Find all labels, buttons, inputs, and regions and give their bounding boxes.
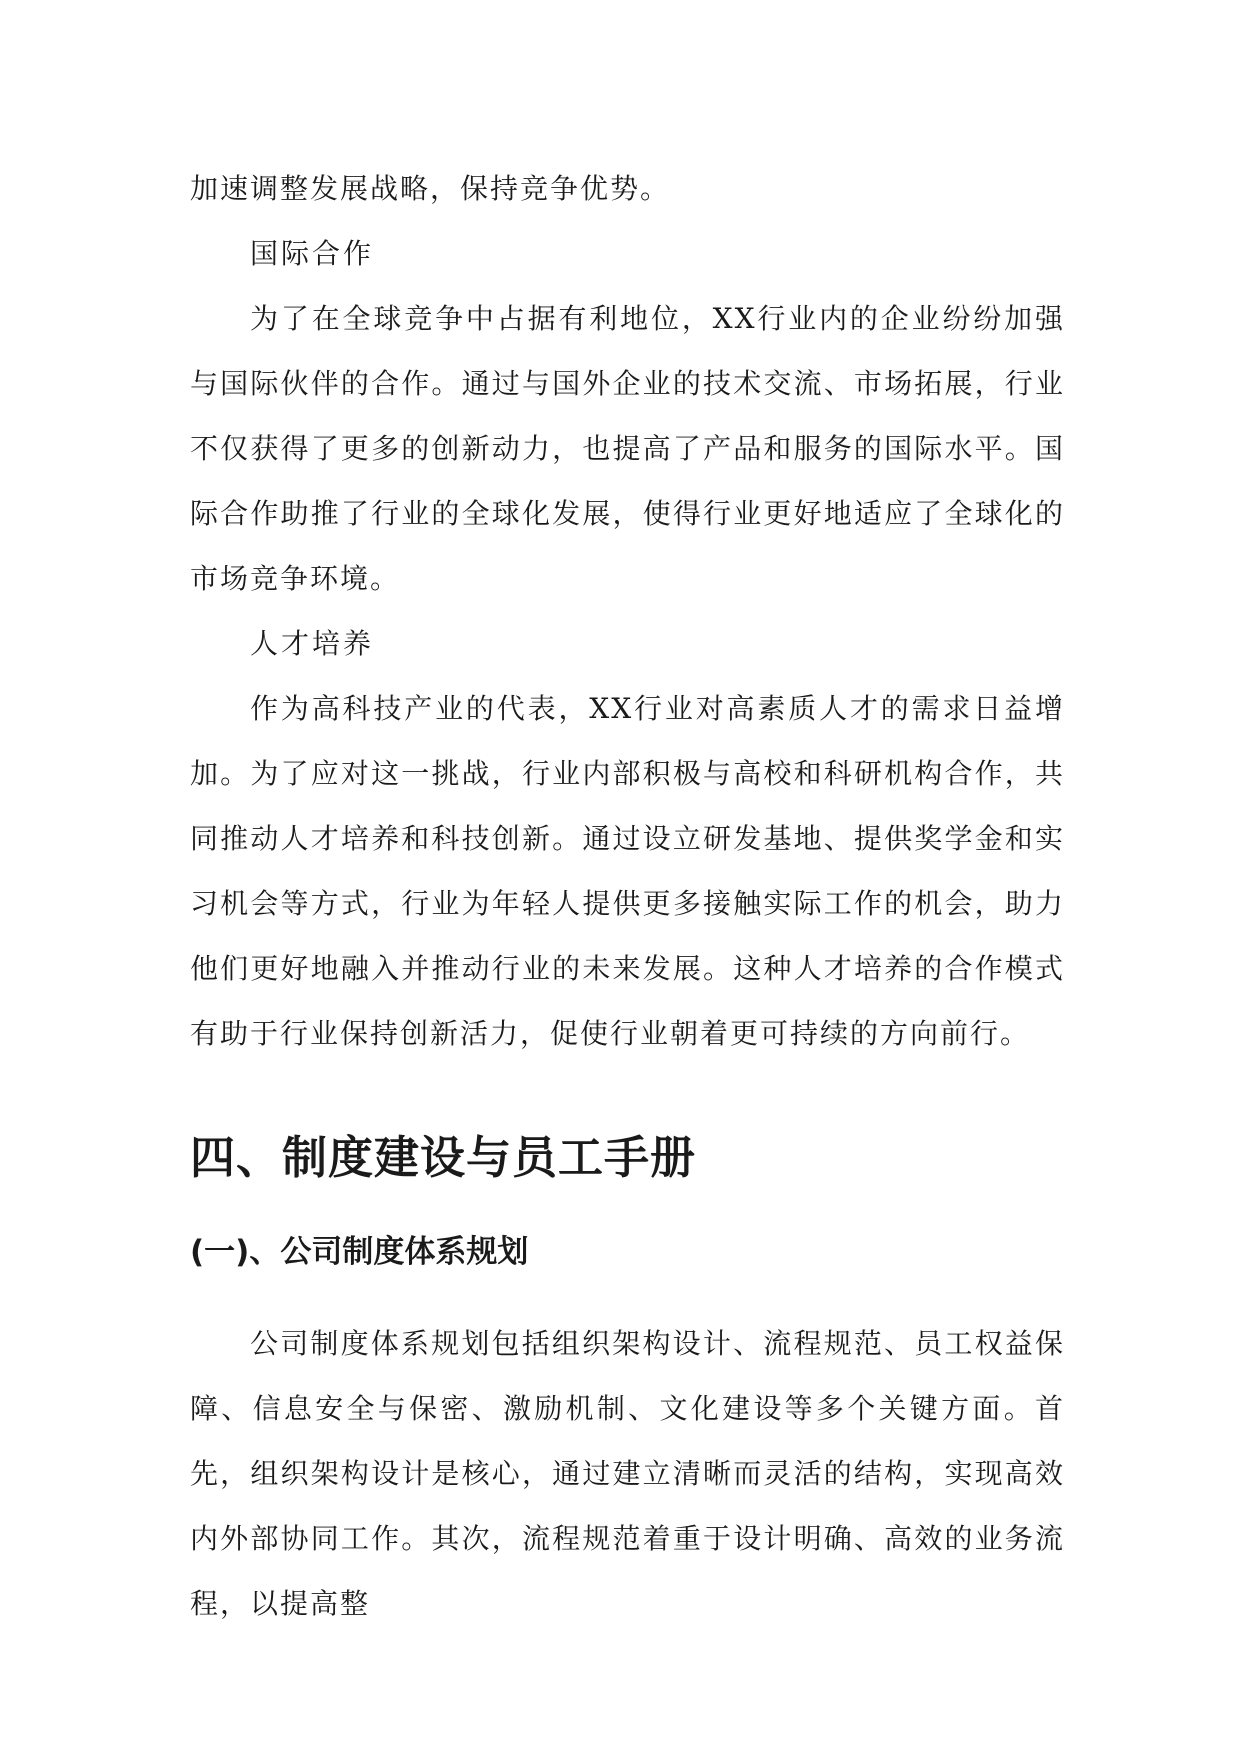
page-content (190, 156, 1065, 1636)
sub-heading: (一)、公司制度体系规划 (190, 1234, 529, 1270)
paragraph-continuation: 加速调整发展战略，保持竞争优势。 (190, 172, 671, 205)
paragraph-chapter-body: 公司制度体系规划包括组织架构设计、流程规范、员工权益保障、信息安全与保密、激励机制、文化建设等多个关键方面。首先，组织架构设计是核心，通过建立清晰而灵活的结构，实现高效内外部协同工作。其次，流程规范着重于设计明确、高效的业务流程，以提高整 (190, 1327, 1065, 1620)
section-title-talent: 人才培养 (250, 627, 375, 660)
chapter-heading: 四、制度建设与员工手册 (190, 1131, 697, 1184)
paragraph-talent: 作为高科技产业的代表，XX行业对高素质人才的需求日益增加。为了应对这一挑战，行业内部积极与高校和科研机构合作，共同推动人才培养和科技创新。通过设立研发基地、提供奖学金和实习机会等方式，行业为年轻人提供更多接触实际工作的机会，助力他们更好地融入并推动行业的未来发展。这种人才培养的合作模式有助于行业保持创新活力，促使行业朝着更可持续的方向前行。 (190, 692, 1065, 1050)
paragraph-international: 为了在全球竞争中占据有利地位，XX行业内的企业纷纷加强与国际伙伴的合作。通过与国外企业的技术交流、市场拓展，行业不仅获得了更多的创新动力，也提高了产品和服务的国际水平。国际合作助推了行业的全球化发展，使得行业更好地适应了全球化的市场竞争环境。 (190, 302, 1065, 595)
section-title-international: 国际合作 (250, 237, 375, 270)
